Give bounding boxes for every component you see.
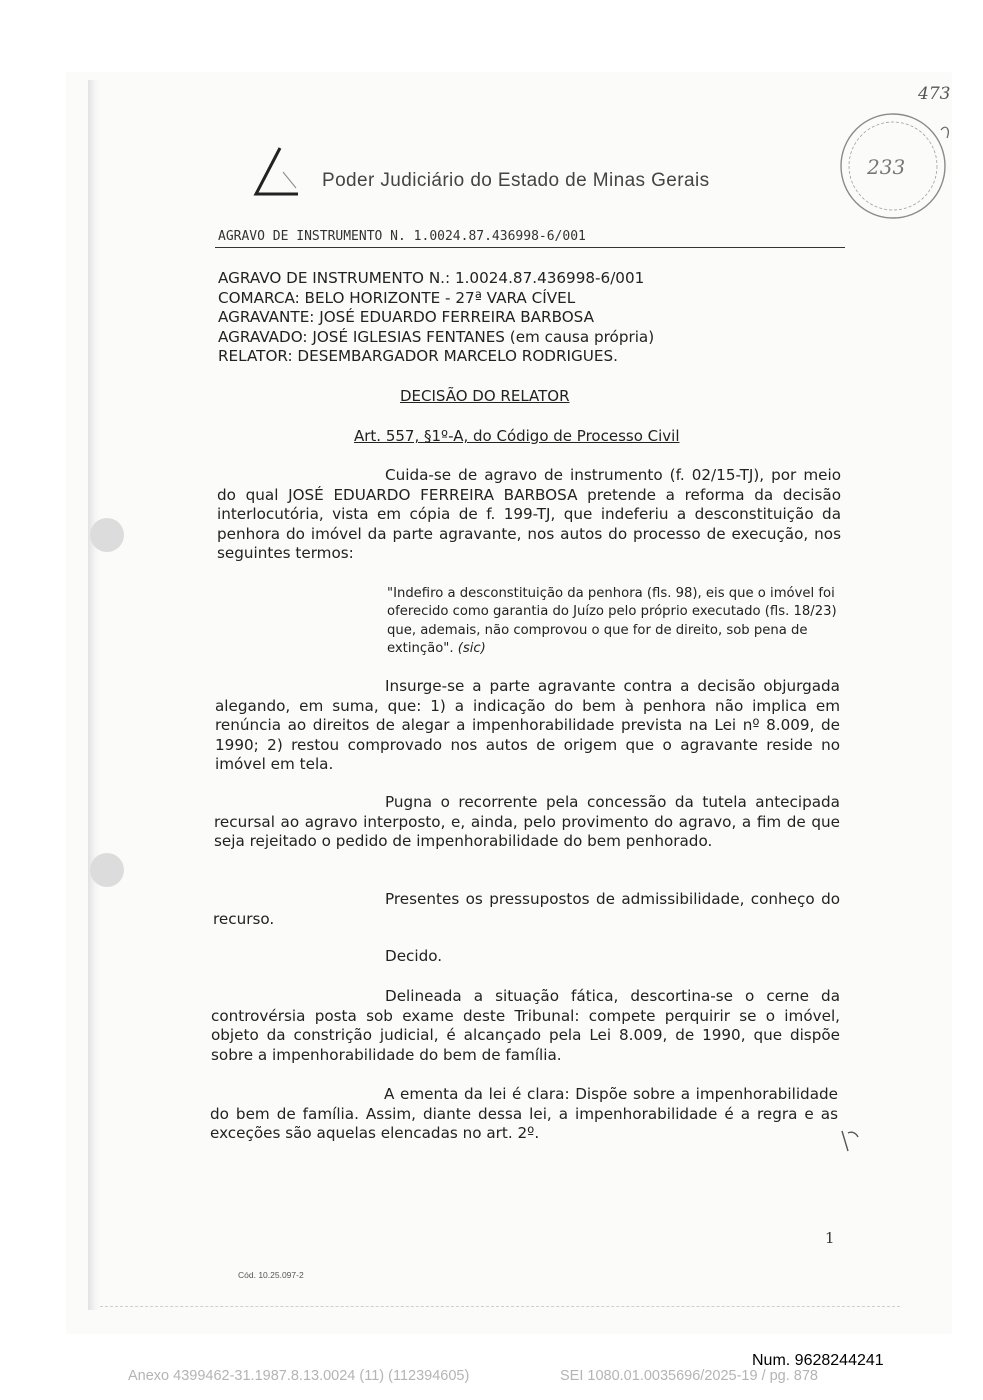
quote-sic: (sic) (457, 641, 486, 657)
case-info-block (218, 269, 654, 367)
stamp-number: 233 (867, 155, 906, 179)
document-number: Num. 9628244241 (752, 1352, 884, 1369)
page-number: 1 (825, 1229, 835, 1247)
info-line: RELATOR: DESEMBARGADOR MARCELO RODRIGUES. (218, 347, 618, 366)
paragraph: Presentes os pressupostos de admissibilidade, conheço do recurso. (213, 890, 840, 928)
footer-annex: Anexo 4399462-31.1987.8.13.0024 (11) (112394605) (128, 1368, 470, 1384)
footer-sei: SEI 1080.01.0035696/2025-19 / pg. 878 (560, 1368, 818, 1384)
quote-text: "Indefiro a desconstituição da penhora (fls. 98), eis que o imóvel foi oferecido como garantia do Juízo pelo próprio executado (fls. 18/23) que, ademais, não comprovou o que for de direito, sob pena de extinção". (387, 586, 837, 657)
paragraph: Decido. (385, 947, 443, 965)
punch-hole (90, 518, 124, 552)
decision-title: DECISÃO DO RELATOR (400, 387, 570, 405)
handwritten-page-number: 473 (918, 84, 951, 104)
paragraph: Pugna o recorrente pela concessão da tutela antecipada recursal ao agravo interposto, e, ainda, pelo provimento do agravo, a fim de que seja rejeitado o pedido de impenhorabilidade do bem penhorado. (214, 793, 840, 851)
punch-hole (90, 853, 124, 887)
info-line: AGRAVADO: JOSÉ IGLESIAS FENTANES (em causa própria) (218, 327, 655, 346)
paragraph: Insurge-se a parte agravante contra a decisão objurgada alegando, em suma, que: 1) a indicação do bem à penhora não implica em renúncia ao direitos de alegar a impenhorabilidade prevista na Lei nº 8.009, de 1990; 2) restou comprovado nos autos de origem que o agravante reside no imóvel em tela. (215, 677, 840, 774)
info-line: COMARCA: BELO HORIZONTE - 27ª VARA CÍVEL (218, 288, 576, 307)
header-divider (215, 247, 845, 248)
paragraph: Delineada a situação fática, descortina-se o cerne da controvérsia posta sob exame deste Tribunal: compete perquirir se o imóvel, objeto da constrição judicial, é alcançado pela Lei 8.009, de 1990, que dispõe sobre a impenhorabilidade do bem de família. (211, 987, 840, 1064)
court-logo (250, 146, 302, 198)
scan-bottom-edge (100, 1306, 900, 1308)
info-line: AGRAVANTE: JOSÉ EDUARDO FERREIRA BARBOSA (218, 308, 594, 327)
handwritten-mark (838, 1125, 864, 1157)
paragraph: Cuida-se de agravo de instrumento (f. 02/15-TJ), por meio do qual JOSÉ EDUARDO FERREIRA BARBOSA pretende a reforma da decisão interlocutória, vista em cópia de f. 199-TJ, que indeferiu a desconstituição da penhora do imóvel da parte agravante, nos autos do processo de execução, nos seguintes termos: (217, 466, 841, 563)
scan-binding-edge (88, 80, 100, 1310)
page-footer (128, 1368, 888, 1384)
court-name: Poder Judiciário do Estado de Minas Gerais (322, 170, 710, 191)
paragraph: A ementa da lei é clara: Dispõe sobre a impenhorabilidade do bem de família. Assim, diante dessa lei, a impenhorabilidade é a regra e as exceções são aquelas elencadas no art. 2º. (210, 1085, 838, 1143)
form-code: Cód. 10.25.097-2 (238, 1270, 304, 1280)
quoted-decision (387, 585, 842, 659)
header-reference: AGRAVO DE INSTRUMENTO N. 1.0024.87.436998-6/001 (218, 229, 586, 244)
decision-subtitle: Art. 557, §1º-A, do Código de Processo Civil (354, 427, 680, 445)
info-line: AGRAVO DE INSTRUMENTO N.: 1.0024.87.436998-6/001 (218, 269, 645, 287)
